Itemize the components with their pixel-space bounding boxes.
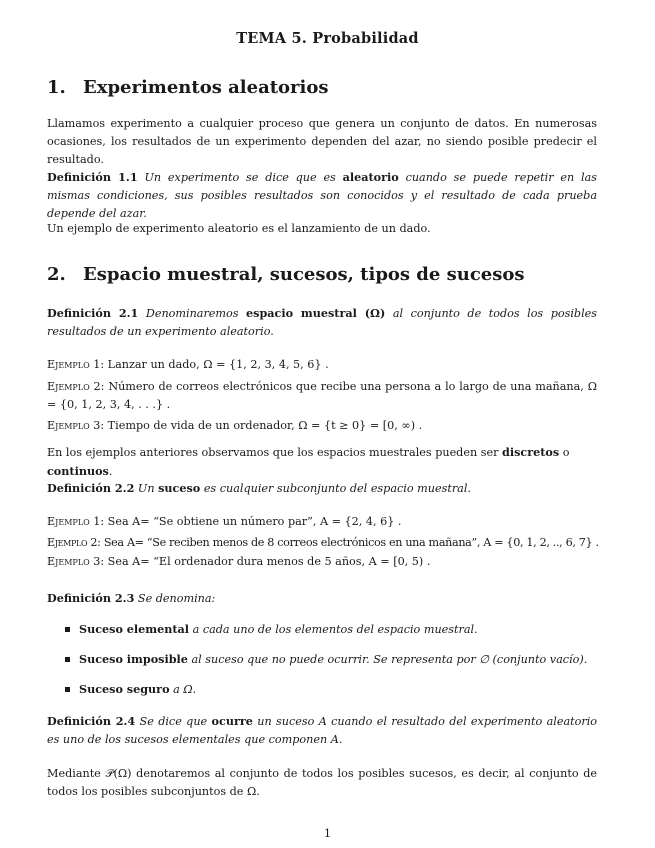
definition-label: Definición 2.4 — [47, 714, 136, 728]
event-type-text: a cada uno de los elementos del espacio muestral. — [192, 623, 478, 636]
bullet-square-icon — [65, 687, 70, 692]
example-label: Ejemplo 3: — [47, 555, 105, 568]
event-type-term: Suceso imposible — [79, 652, 188, 666]
bullet-square-icon — [65, 657, 70, 662]
definition-text: es cualquier subconjunto del espacio muestral. — [203, 482, 471, 495]
definition-text: un suceso A cuando el resultado del experimento aleatorio es uno de los sucesos elementales que componen A. — [47, 715, 598, 746]
observation-paragraph — [47, 443, 597, 481]
event-type-text: al suceso que no puede ocurrir. Se representa por ∅ (conjunto vacío). — [191, 653, 588, 666]
definition-2-1 — [47, 304, 597, 341]
event-types-list — [62, 620, 587, 699]
example-text: Número de correos electrónicos que recibe una persona a lo largo de una mañana, Ω = {0, 1, 2, 3, 4, . . .} . — [47, 380, 597, 411]
event-type-text: a Ω. — [173, 683, 197, 696]
section-2-title: Espacio muestral, sucesos, tipos de sucesos — [83, 264, 525, 285]
definition-term: suceso — [158, 481, 201, 495]
definition-text: cuando se puede repetir en las mismas condiciones, sus posibles resultados son conocidos y el resultado de cada prueba depende del azar. — [47, 171, 598, 220]
observation-text: En los ejemplos anteriores observamos que los espacios muestrales pueden ser — [47, 446, 499, 459]
definition-text: Se denomina: — [137, 592, 216, 605]
observation-text: o — [562, 446, 570, 459]
section-1-intro: Llamamos experimento a cualquier proceso que genera un conjunto de datos. En numerosas ocasiones, los resultados de un experimento dependen del azar, no siendo posible predecir el resultado. — [47, 117, 597, 166]
example-text: Sea A= “Se obtiene un número par”, A = {2, 4, 6} . — [107, 515, 402, 528]
example-text: Tiempo de vida de un ordenador, Ω = {t ≥ 0} = [0, ∞) . — [107, 419, 423, 432]
definition-2-4 — [47, 712, 597, 749]
page-number: 1 — [323, 826, 332, 840]
definition-text: Un — [137, 482, 155, 495]
example-list-a-2 — [47, 378, 597, 414]
example-text: Sea A= “Se reciben menos de 8 correos electrónicos en una mañana”, A = {0, 1, 2, .., 6, 7} . — [103, 536, 599, 549]
example-list-b-1 — [47, 513, 617, 531]
example-label: Ejemplo 1: — [47, 358, 105, 371]
example-label: Ejemplo 3: — [47, 419, 105, 432]
example-label: Ejemplo 2: — [47, 536, 101, 549]
definition-term: aleatorio — [342, 170, 399, 184]
example-label: Ejemplo 2: — [47, 380, 105, 393]
example-list-a-3 — [47, 417, 597, 435]
closing-paragraph: Mediante 𝒫(Ω) denotaremos al conjunto de todos los posibles sucesos, es decir, al conjunto de todos los posibles subconjuntos de Ω. — [47, 767, 597, 798]
event-type-term: Suceso elemental — [79, 622, 190, 636]
section-1-title: Experimentos aleatorios — [83, 77, 329, 98]
definition-term: espacio muestral (Ω) — [246, 306, 386, 320]
term-continuos: continuos — [47, 464, 109, 478]
list-item — [62, 650, 587, 669]
definition-text: al conjunto de todos los posibles resultados de un experimento aleatorio. — [47, 307, 598, 338]
example-list-a-1 — [47, 356, 597, 374]
definition-2-3 — [47, 589, 597, 608]
definition-term: ocurre — [211, 714, 253, 728]
document-title: TEMA 5. Probabilidad — [236, 30, 419, 47]
term-discretos: discretos — [502, 445, 560, 459]
section-1-number: 1. — [47, 77, 66, 98]
definition-1-1 — [47, 168, 597, 223]
bullet-square-icon — [65, 627, 70, 632]
definition-label: Definición 2.2 — [47, 481, 135, 495]
definition-text: Se dice que — [139, 715, 208, 728]
definition-label: Definición 2.1 — [47, 306, 139, 320]
definition-2-2 — [47, 479, 597, 498]
section-1-heading — [47, 77, 329, 98]
example-label: Ejemplo 1: — [47, 515, 105, 528]
definition-label: Definición 2.3 — [47, 591, 135, 605]
section-2-heading — [47, 264, 525, 285]
section-1-example: Un ejemplo de experimento aleatorio es el lanzamiento de un dado. — [47, 222, 431, 235]
example-list-b-2 — [47, 534, 622, 552]
observation-end: . — [108, 465, 113, 478]
example-text: Sea A= “El ordenador dura menos de 5 años, A = [0, 5) . — [107, 555, 431, 568]
definition-text: Un experimento se dice que es — [144, 171, 336, 184]
example-list-b-3 — [47, 553, 617, 571]
definition-label: Definición 1.1 — [47, 170, 138, 184]
list-item — [62, 620, 587, 639]
section-2-number: 2. — [47, 264, 66, 285]
definition-text: Denominaremos — [145, 307, 239, 320]
example-text: Lanzar un dado, Ω = {1, 2, 3, 4, 5, 6} . — [107, 358, 329, 371]
event-type-term: Suceso seguro — [79, 682, 170, 696]
list-item — [62, 680, 587, 699]
